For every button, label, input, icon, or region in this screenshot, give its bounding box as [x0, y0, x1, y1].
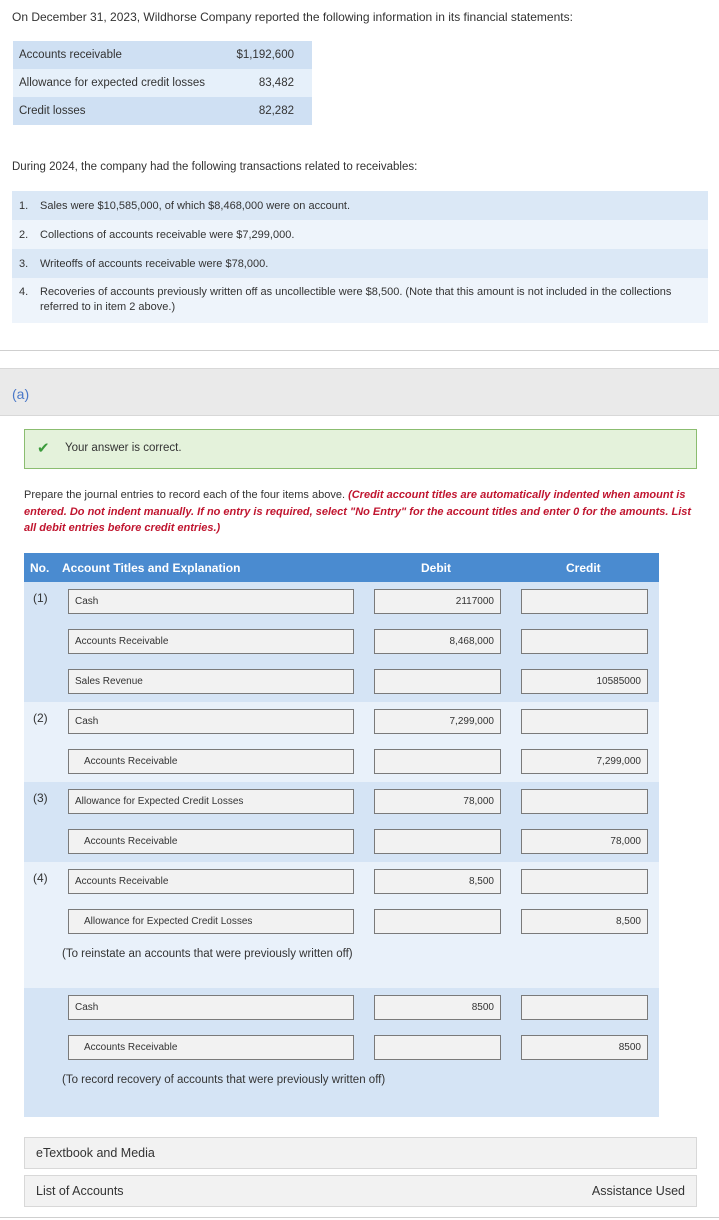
journal-header: [24, 553, 659, 582]
entry-explanation: (To record recovery of accounts that were previously written off): [24, 1068, 659, 1117]
debit-input[interactable]: 8,500: [374, 869, 501, 894]
list-item: 4. Recoveries of accounts previously written off as uncollectible were $8,500. (Note that this amount is not included in the collections referred to in item 2 above.): [12, 278, 708, 323]
answer-status-banner: [24, 429, 697, 469]
journal-row: [24, 1028, 659, 1068]
account-title-input[interactable]: Accounts Receivable: [68, 629, 354, 654]
journal-row: [24, 742, 659, 782]
section-label: (a): [12, 386, 30, 402]
list-of-accounts-link[interactable]: List of Accounts: [36, 1184, 124, 1198]
journal-row: [24, 782, 659, 822]
journal-entry-table: [24, 553, 659, 1117]
balance-amount: 82,282: [225, 97, 312, 125]
balance-label: Credit losses: [13, 97, 225, 125]
credit-input[interactable]: [521, 869, 648, 894]
problem-intro: On December 31, 2023, Wildhorse Company reported the following information in its financial statements:: [12, 10, 573, 24]
debit-input[interactable]: [374, 669, 501, 694]
balance-label: Allowance for expected credit losses: [13, 69, 225, 97]
entry-number: (4): [33, 871, 48, 885]
list-item: 2. Collections of accounts receivable were $7,299,000.: [12, 220, 708, 249]
journal-row: [24, 582, 659, 622]
table-row: [13, 69, 312, 97]
list-of-accounts-bar[interactable]: [24, 1175, 697, 1207]
balance-label: Accounts receivable: [13, 41, 225, 69]
journal-row: [24, 662, 659, 702]
divider: [0, 350, 719, 351]
account-title-input[interactable]: Accounts Receivable: [68, 1035, 354, 1060]
table-row: [13, 41, 312, 69]
journal-row: [24, 902, 659, 942]
account-title-input[interactable]: Accounts Receivable: [68, 829, 354, 854]
credit-input[interactable]: [521, 589, 648, 614]
debit-input[interactable]: 78,000: [374, 789, 501, 814]
account-title-input[interactable]: Cash: [68, 709, 354, 734]
etextbook-media-bar[interactable]: [24, 1137, 697, 1169]
credit-input[interactable]: [521, 629, 648, 654]
header-credit: Credit: [566, 561, 601, 575]
account-title-input[interactable]: Accounts Receivable: [68, 869, 354, 894]
account-title-input[interactable]: Accounts Receivable: [68, 749, 354, 774]
credit-input[interactable]: 10585000: [521, 669, 648, 694]
credit-input[interactable]: [521, 789, 648, 814]
credit-input[interactable]: [521, 709, 648, 734]
balances-table: [13, 41, 312, 125]
list-item: 1. Sales were $10,585,000, of which $8,468,000 were on account.: [12, 191, 708, 220]
debit-input[interactable]: [374, 829, 501, 854]
instructions: [24, 487, 700, 537]
debit-input[interactable]: 8,468,000: [374, 629, 501, 654]
credit-input[interactable]: 8500: [521, 1035, 648, 1060]
status-message: Your answer is correct.: [65, 442, 182, 454]
journal-row: [24, 622, 659, 662]
transactions-intro: During 2024, the company had the following transactions related to receivables:: [12, 161, 418, 173]
assistance-used-label: Assistance Used: [591, 1184, 685, 1198]
account-title-input[interactable]: Sales Revenue: [68, 669, 354, 694]
entry-number: (3): [33, 791, 48, 805]
section-header: [0, 368, 719, 416]
account-title-input[interactable]: Cash: [68, 589, 354, 614]
etextbook-link[interactable]: eTextbook and Media: [36, 1146, 155, 1160]
header-no: No.: [30, 561, 50, 575]
account-title-input[interactable]: Allowance for Expected Credit Losses: [68, 909, 354, 934]
credit-input[interactable]: 78,000: [521, 829, 648, 854]
divider: [0, 1217, 719, 1218]
header-debit: Debit: [421, 561, 451, 575]
instructions-lead: Prepare the journal entries to record each of the four items above.: [24, 489, 349, 501]
list-item: 3. Writeoffs of accounts receivable were $78,000.: [12, 249, 708, 278]
header-account: Account Titles and Explanation: [62, 561, 241, 575]
journal-row: [24, 862, 659, 902]
credit-input[interactable]: [521, 995, 648, 1020]
debit-input[interactable]: [374, 909, 501, 934]
entry-number: (1): [33, 591, 48, 605]
credit-input[interactable]: 8,500: [521, 909, 648, 934]
journal-row: [24, 822, 659, 862]
journal-row: [24, 702, 659, 742]
balance-amount: 83,482: [225, 69, 312, 97]
transactions-list: [12, 191, 708, 323]
account-title-input[interactable]: Cash: [68, 995, 354, 1020]
instructions-emphasis: (Credit account titles are automatically indented when amount is entered. Do not indent manually. If no entry is required, select "No Entry" for the account titles and enter 0 for the amounts. List all debit entries before credit entries.): [24, 489, 692, 534]
debit-input[interactable]: [374, 749, 501, 774]
table-row: [13, 97, 312, 125]
debit-input[interactable]: 7,299,000: [374, 709, 501, 734]
balance-amount: $1,192,600: [225, 41, 312, 69]
credit-input[interactable]: 7,299,000: [521, 749, 648, 774]
entry-explanation: (To reinstate an accounts that were previously written off): [24, 942, 659, 988]
debit-input[interactable]: [374, 1035, 501, 1060]
check-icon: ✔: [37, 440, 50, 457]
debit-input[interactable]: 8500: [374, 995, 501, 1020]
entry-number: (2): [33, 711, 48, 725]
account-title-input[interactable]: Allowance for Expected Credit Losses: [68, 789, 354, 814]
debit-input[interactable]: 2117000: [374, 589, 501, 614]
journal-row: [24, 988, 659, 1028]
